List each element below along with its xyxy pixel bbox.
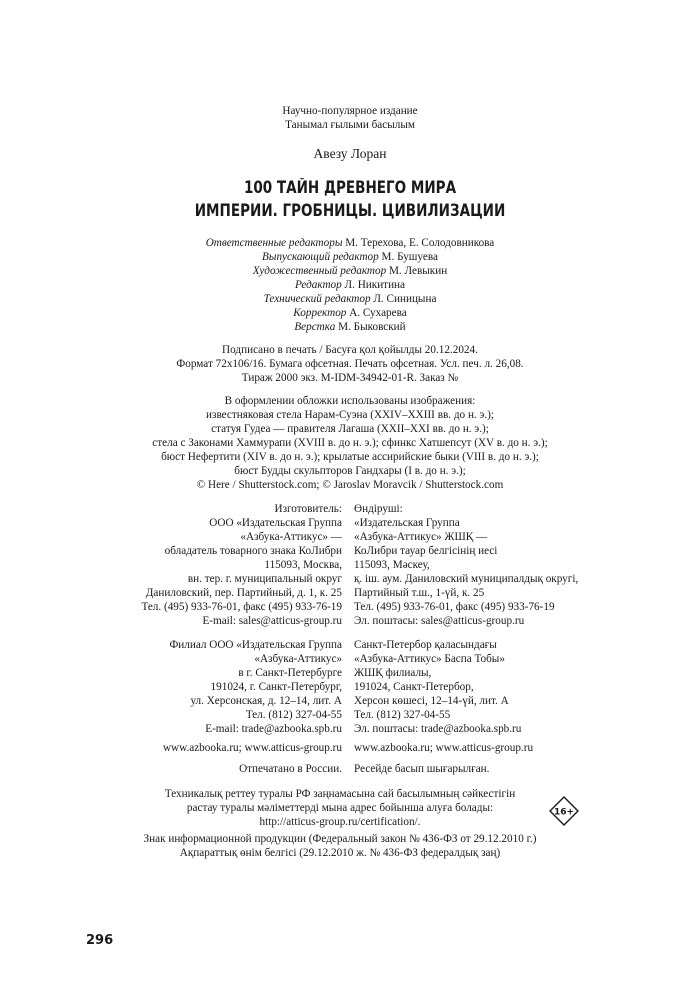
branch-ru [100, 638, 342, 736]
credit-line: Выпускающий редактор М. Бушуева [262, 251, 438, 263]
print-info-line: Тираж 2000 экз. М-IDM-34942-01-R. Заказ № [241, 372, 459, 384]
certification-line: Техникалық реттеу туралы РФ заңнамасына сай басылымның сәйкестігін [164, 788, 516, 800]
credit-line: Редактор Л. Никитина [294, 279, 406, 291]
manufacturer-ru-line: E-mail: sales@atticus-group.ru [202, 615, 342, 627]
edition-type [150, 104, 550, 132]
certification-url[interactable]: http://atticus-group.ru/certification/. [259, 816, 421, 828]
branch-ru-line: E-mail: trade@azbooka.spb.ru [205, 723, 342, 735]
manufacturer-kz-line: Партийный т.ш., 1-үй, к. 25 [354, 587, 485, 599]
page-number: 296 [86, 933, 114, 948]
branch-ru-line: Филиал ООО «Издательская Группа [169, 639, 342, 651]
cover-info-line: бюст Нефертити (XIV в. до н. э.); крылатые ассирийские быки (VIII в. до н. э.); [161, 451, 539, 463]
manufacturer-ru [100, 502, 342, 628]
credit-line: Ответственные редакторы М. Терехова, Е. Солодовникова [205, 237, 495, 249]
web-links-kz[interactable]: www.azbooka.ru; www.atticus-group.ru [354, 742, 534, 754]
manufacturer-kz-line: Тел. (495) 933-76-01, факс (495) 933-76-19 [354, 601, 555, 613]
credit-line: Технический редактор Л. Синицына [263, 293, 437, 305]
author-name: Авезу Лоран [313, 146, 387, 161]
manufacturer-ru-line: ООО «Издательская Группа [209, 517, 342, 529]
branch-kz-line: 191024, Санкт-Петербор, [354, 681, 474, 693]
certification-line: растау туралы мәліметтерді мына адрес бойынша алуға болады: [186, 802, 494, 814]
manufacturer-ru-line: 115093, Москва, [264, 559, 342, 571]
cover-info-line: бюст Будды скульпторов Гандхары (I в. до н. э.); [234, 465, 466, 477]
printed-in-kz: Ресейде басып шығарылған. [354, 763, 490, 775]
info-product-line: Знак информационной продукции (Федеральный закон № 436-ФЗ от 29.12.2010 г.) [143, 833, 537, 845]
book-title-line-2: ИМПЕРИИ. ГРОБНИЦЫ. ЦИВИЛИЗАЦИИ [194, 201, 506, 220]
manufacturer-ru-line: Даниловский, пер. Партийный, д. 1, к. 25 [145, 587, 342, 599]
manufacturer-kz [354, 502, 614, 628]
web-links-ru[interactable]: www.azbooka.ru; www.atticus-group.ru [162, 742, 342, 754]
manufacturer-kz-line: КоЛибри тауар белгісінің иесі [354, 545, 498, 557]
manufacturer-kz-line: қ. іш. аум. Даниловский муниципалдық округі, [354, 573, 579, 585]
certification-info [120, 787, 560, 829]
credit-line: Художественный редактор М. Левыкин [252, 265, 448, 277]
manufacturer-kz-line: «Азбука-Аттикус» ЖШҚ — [354, 531, 488, 543]
branch-kz [354, 638, 614, 736]
print-info-line: Формат 72х106/16. Бумага офсетная. Печать офсетная. Усл. печ. л. 26,08. [176, 358, 524, 370]
age-rating-icon [549, 796, 579, 826]
credit-line: Верстка М. Быковский [294, 321, 406, 333]
manufacturer-ru-line: обладатель товарного знака КоЛибри [164, 545, 342, 557]
info-product-mark [120, 832, 560, 860]
manufacturer-ru-line: Изготовитель: [274, 503, 342, 515]
cover-info-line: © Here / Shutterstock.com; © Jaroslav Moravcik / Shutterstock.com [196, 479, 504, 491]
manufacturer-kz-line: Өндіруші: [354, 503, 403, 515]
age-rating-badge [549, 796, 579, 826]
branch-kz-line: «Азбука-Аттикус» Баспа Тобы» [354, 653, 505, 665]
manufacturer-ru-line: вн. тер. г. муниципальный округ [187, 573, 342, 585]
cover-info-line: В оформлении обложки использованы изображения: [224, 395, 476, 407]
cover-info-line: статуя Гудеа — правителя Лагаша (XXII–XXI вв. до н. э.); [211, 423, 489, 435]
branch-kz-line: Тел. (812) 327-04-55 [354, 709, 451, 721]
edition-type-kz: Танымал ғылыми басылым [285, 119, 415, 131]
cover-info-line: стела с Законами Хаммурапи (XVIII в. до н. э.); сфинкс Хатшепсут (XV в. до н. э.); [152, 437, 548, 449]
branch-ru-line: в г. Санкт-Петербурге [238, 667, 342, 679]
cover-images-info [150, 394, 550, 492]
cover-info-line: известняковая стела Нарам-Суэна (XXIV–XXIII вв. до н. э.); [206, 409, 494, 421]
manufacturer-kz-line: «Издательская Группа [354, 517, 460, 529]
branch-kz-line: ЖШҚ филиалы, [354, 667, 432, 679]
branch-kz-line: Эл. поштасы: trade@azbooka.spb.ru [354, 723, 522, 735]
branch-ru-line: ул. Херсонская, д. 12–14, лит. А [190, 695, 342, 707]
credits-block [150, 236, 550, 334]
age-rating-label: 16+ [553, 807, 575, 818]
branch-ru-line: Тел. (812) 327-04-55 [245, 709, 342, 721]
book-title [150, 176, 550, 222]
branch-ru-line: 191024, г. Санкт-Петербург, [210, 681, 342, 693]
manufacturer-ru-line: «Азбука-Аттикус» — [240, 531, 342, 543]
branch-kz-line: Санкт-Петербор қаласындағы [354, 639, 497, 651]
edition-type-ru: Научно-популярное издание [282, 105, 418, 117]
manufacturer-kz-line: 115093, Мәскеу, [354, 559, 430, 571]
branch-ru-line: «Азбука-Аттикус» [254, 653, 342, 665]
manufacturer-kz-line: Эл. поштасы: sales@atticus-group.ru [354, 615, 525, 627]
book-title-line-1: 100 ТАЙН ДРЕВНЕГО МИРА [243, 178, 457, 197]
printed-in-ru: Отпечатано в России. [239, 763, 342, 775]
info-product-line: Ақпараттық өнім белгісі (29.12.2010 ж. № 436-ФЗ федералдық заң) [179, 847, 501, 859]
print-info [150, 343, 550, 385]
manufacturer-ru-line: Тел. (495) 933-76-01, факс (495) 933-76-19 [141, 601, 342, 613]
print-info-line: Подписано в печать / Басуға қол қойылды 20.12.2024. [222, 344, 478, 356]
branch-kz-line: Херсон көшесі, 12–14-үй, лит. А [354, 695, 509, 707]
credit-line: Корректор А. Сухарева [293, 307, 407, 319]
